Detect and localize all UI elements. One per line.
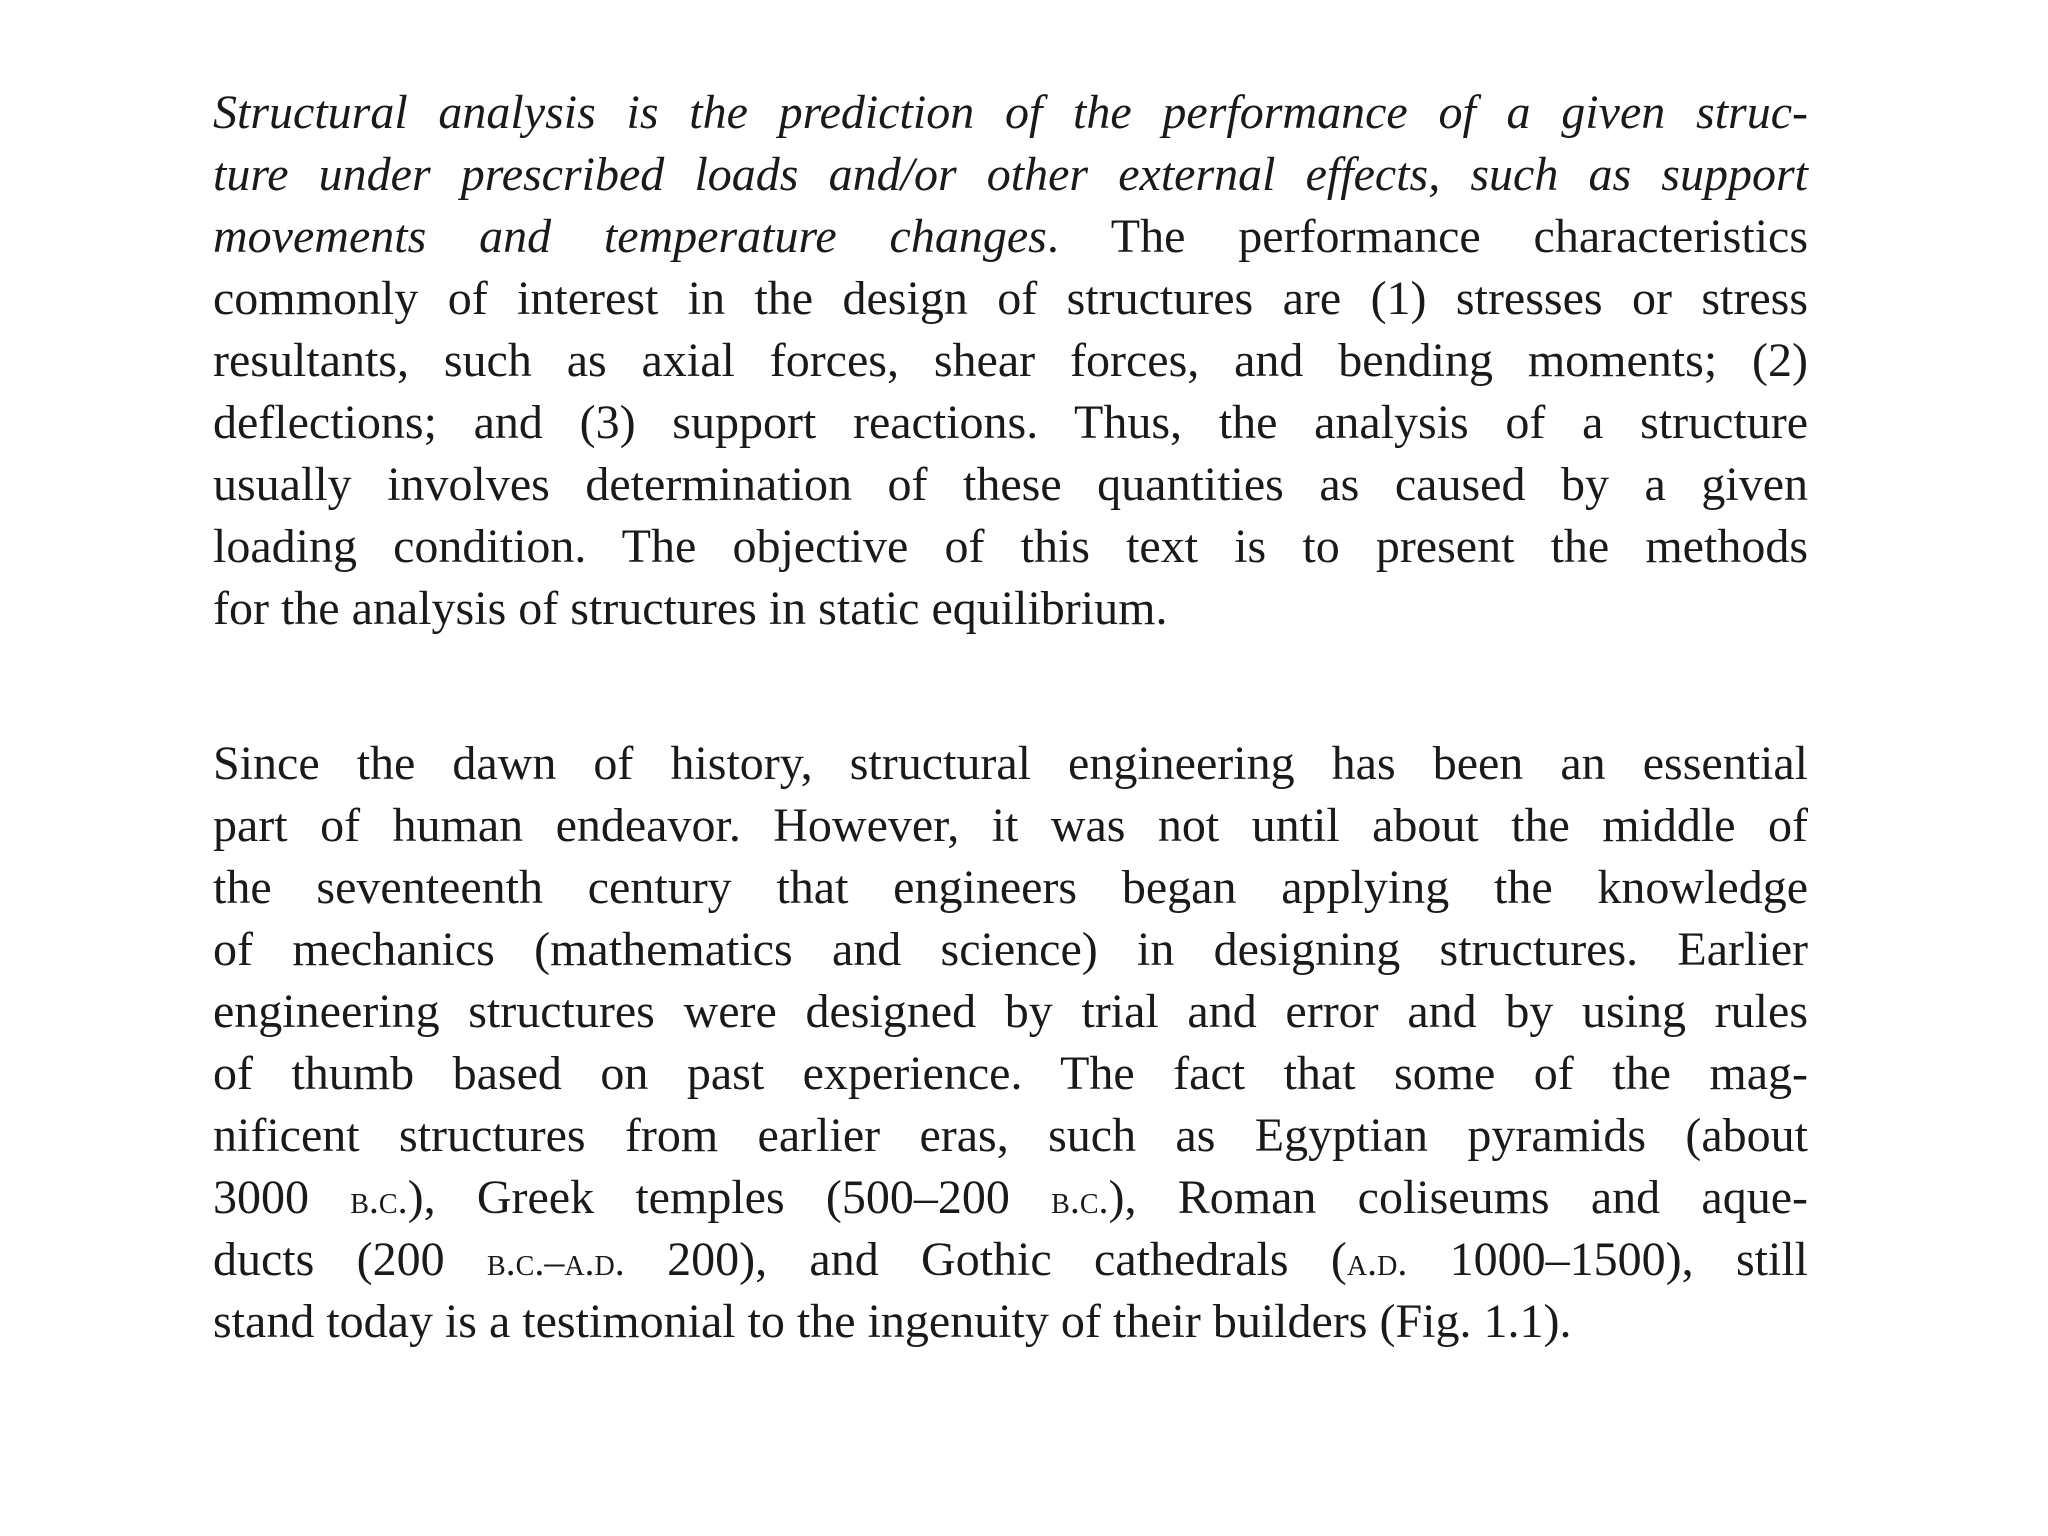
text-line xyxy=(213,144,1808,206)
text-segment: Structural analysis is the prediction of the performance of a given struc- xyxy=(213,86,1808,139)
text-line xyxy=(213,1167,1808,1229)
text-segment: movements and temperature changes xyxy=(213,210,1047,263)
text-segment: ture under prescribed loads and/or other external effects, such as support xyxy=(213,148,1808,201)
text-segment: resultants, such as axial forces, shear forces, and bending moments; (2) xyxy=(213,334,1808,387)
text-line xyxy=(213,981,1808,1043)
text-segment: 200), and Gothic cathedrals ( xyxy=(624,1233,1347,1286)
text-line xyxy=(213,795,1808,857)
text-line xyxy=(213,454,1808,516)
text-segment: . The performance characteristics xyxy=(1046,210,1809,263)
text-segment: part of human endeavor. However, it was not until about the middle of xyxy=(213,799,1808,852)
text-segment: usually involves determination of these quantities as caused by a given xyxy=(213,458,1808,511)
text-line xyxy=(213,392,1808,454)
text-line xyxy=(213,1105,1808,1167)
text-segment: 3000 xyxy=(213,1171,351,1224)
text-line xyxy=(213,268,1808,330)
text-segment: engineering structures were designed by trial and error and by using rules xyxy=(213,985,1808,1038)
text-line xyxy=(213,919,1808,981)
text-segment: stand today is a testimonial to the ingenuity of their builders (Fig. 1.1). xyxy=(213,1295,1572,1348)
text-line xyxy=(213,516,1808,578)
text-line xyxy=(213,206,1808,268)
text-segment: of thumb based on past experience. The fact that some of the mag- xyxy=(213,1047,1808,1100)
paragraph-definition xyxy=(213,82,1808,640)
text-segment: ), Roman coliseums and aque- xyxy=(1108,1171,1809,1224)
text-line xyxy=(213,82,1808,144)
text-segment: a.d. xyxy=(1346,1239,1408,1284)
text-segment: nificent structures from earlier eras, such as Egyptian pyramids (about xyxy=(213,1109,1808,1162)
text-segment: b.c. xyxy=(350,1177,408,1222)
text-line xyxy=(213,330,1808,392)
text-segment: 1000–1500), still xyxy=(1407,1233,1808,1286)
text-line xyxy=(213,857,1808,919)
text-segment: for the analysis of structures in static equilibrium. xyxy=(213,582,1168,635)
text-segment: Since the dawn of history, structural engineering has been an essential xyxy=(213,737,1808,790)
text-segment: deflections; and (3) support reactions. Thus, the analysis of a structure xyxy=(213,396,1808,449)
text-segment: the seventeenth century that engineers began applying the knowledge xyxy=(213,861,1808,914)
text-line xyxy=(213,1043,1808,1105)
text-segment: ducts (200 xyxy=(213,1233,487,1286)
text-line xyxy=(213,578,1808,640)
text-line xyxy=(213,1291,1808,1353)
paragraph-history xyxy=(213,733,1808,1353)
text-line xyxy=(213,1229,1808,1291)
text-segment: ), Greek temples (500–200 xyxy=(407,1171,1052,1224)
text-segment: b.c. xyxy=(1051,1177,1109,1222)
text-segment: loading condition. The objective of this text is to present the methods xyxy=(213,520,1808,573)
text-segment: b.c.–a.d. xyxy=(486,1239,625,1284)
text-segment: of mechanics (mathematics and science) in designing structures. Earlier xyxy=(213,923,1808,976)
text-segment: commonly of interest in the design of structures are (1) stresses or stress xyxy=(213,272,1808,325)
text-line xyxy=(213,733,1808,795)
